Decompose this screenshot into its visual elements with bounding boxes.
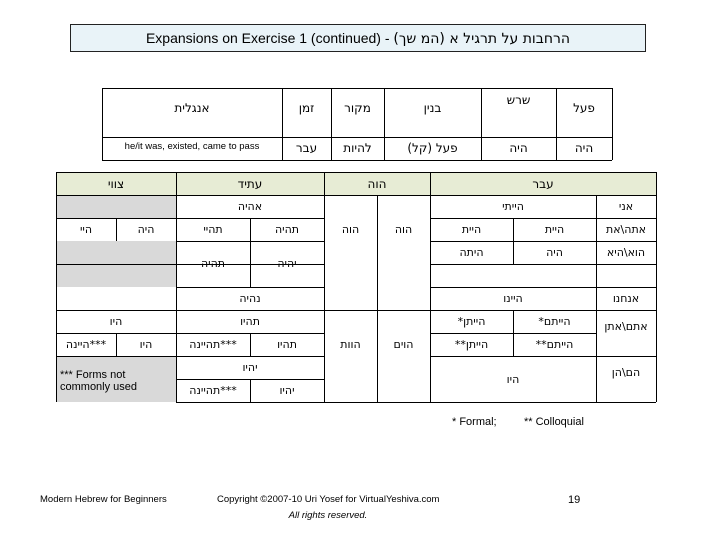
past-anachnu: היינו (503, 292, 523, 305)
forms-note: *** Forms not commonly used (60, 369, 138, 393)
tense-header-tsivui: צווי (107, 177, 125, 191)
imperative-fs: היי (79, 223, 93, 236)
future-aten: ***תהיינה (189, 338, 237, 351)
tense-header-atid: עתיד (237, 177, 263, 191)
pronoun-anachnu: אנחנו (612, 292, 640, 305)
title-english: Expansions on Exercise 1 (continued) - (145, 30, 390, 46)
past-hem-hen: היו (506, 373, 520, 386)
footer-book-title: Modern Hebrew for Beginners (40, 494, 167, 505)
title-hebrew: הרחבות על תרגיל א (המ שך) (393, 31, 571, 47)
header-makor: מקור (344, 101, 371, 115)
value-binyan: פעל (קל) (407, 141, 458, 155)
header-binyan: בנין (423, 101, 442, 115)
past-atem-formal: הייתם* (538, 315, 571, 328)
past-aten-colloquial: הייתן** (454, 338, 489, 351)
pronoun-atem-aten: אתם\אתן (604, 320, 648, 333)
present-fp: הוות (340, 338, 361, 351)
future-ani: אהיה (237, 200, 263, 213)
value-makor: להיות (343, 141, 372, 155)
future-atem-aten-common: תהיו (240, 315, 260, 328)
past-ani: הייתי (502, 200, 524, 213)
value-zman: עבר (295, 141, 318, 155)
past-atem-colloquial: הייתם** (535, 338, 574, 351)
legend-colloquial: ** Colloquial (524, 416, 584, 428)
future-hen: ***תהיינה (189, 384, 237, 397)
imperative-fp: ***היינה (65, 338, 107, 351)
future-ata: תהיה (274, 223, 300, 236)
value-pael: היה (574, 141, 594, 155)
future-hu: יהיה (277, 257, 297, 270)
present-ms: הוה (394, 223, 413, 236)
present-mp: הוים (393, 338, 414, 351)
header-zman: זמן (298, 101, 315, 115)
future-at: תהיי (203, 223, 223, 236)
value-anglit: he/it was, existed, came to pass (124, 141, 260, 152)
past-aten-formal: הייתן* (457, 315, 486, 328)
pronoun-hu-hi: הוא\היא (606, 246, 646, 259)
footer-rights: All rights reserved. (288, 510, 368, 521)
past-ata: היית (544, 223, 565, 236)
header-shoresh: שרש (506, 93, 531, 107)
tense-header-hove: הוה (367, 177, 387, 191)
imperative-plural-common: היו (109, 315, 123, 328)
imperative-mp: היו (139, 338, 153, 351)
present-fs: הוה (341, 223, 360, 236)
page-title (70, 24, 646, 52)
past-at: היית (461, 223, 482, 236)
page-number: 19 (568, 494, 581, 506)
future-anachnu: נהיה (239, 292, 261, 305)
future-hi: תהיה (200, 257, 226, 270)
pronoun-hem-hen: הם\הן (611, 366, 641, 379)
past-hi: היתה (459, 246, 484, 259)
future-hem-hen-common: יהיו (242, 361, 258, 374)
future-atem: תהיו (277, 338, 297, 351)
past-hu: היה (546, 246, 563, 259)
tense-header-avar: עבר (532, 177, 554, 191)
header-anglit: אנגלית (174, 101, 210, 115)
legend-formal: * Formal; (452, 416, 497, 428)
footer-copyright: Copyright ©2007-10 Uri Yosef for VirtualYeshiva.com (217, 494, 440, 505)
future-hem: יהיו (279, 384, 295, 397)
value-shoresh: היה (509, 141, 528, 155)
header-pael: פעל (573, 101, 595, 115)
pronoun-ata-at: אתה\את (605, 223, 647, 236)
pronoun-ani: אני (618, 200, 634, 213)
imperative-ms: היה (137, 223, 155, 236)
